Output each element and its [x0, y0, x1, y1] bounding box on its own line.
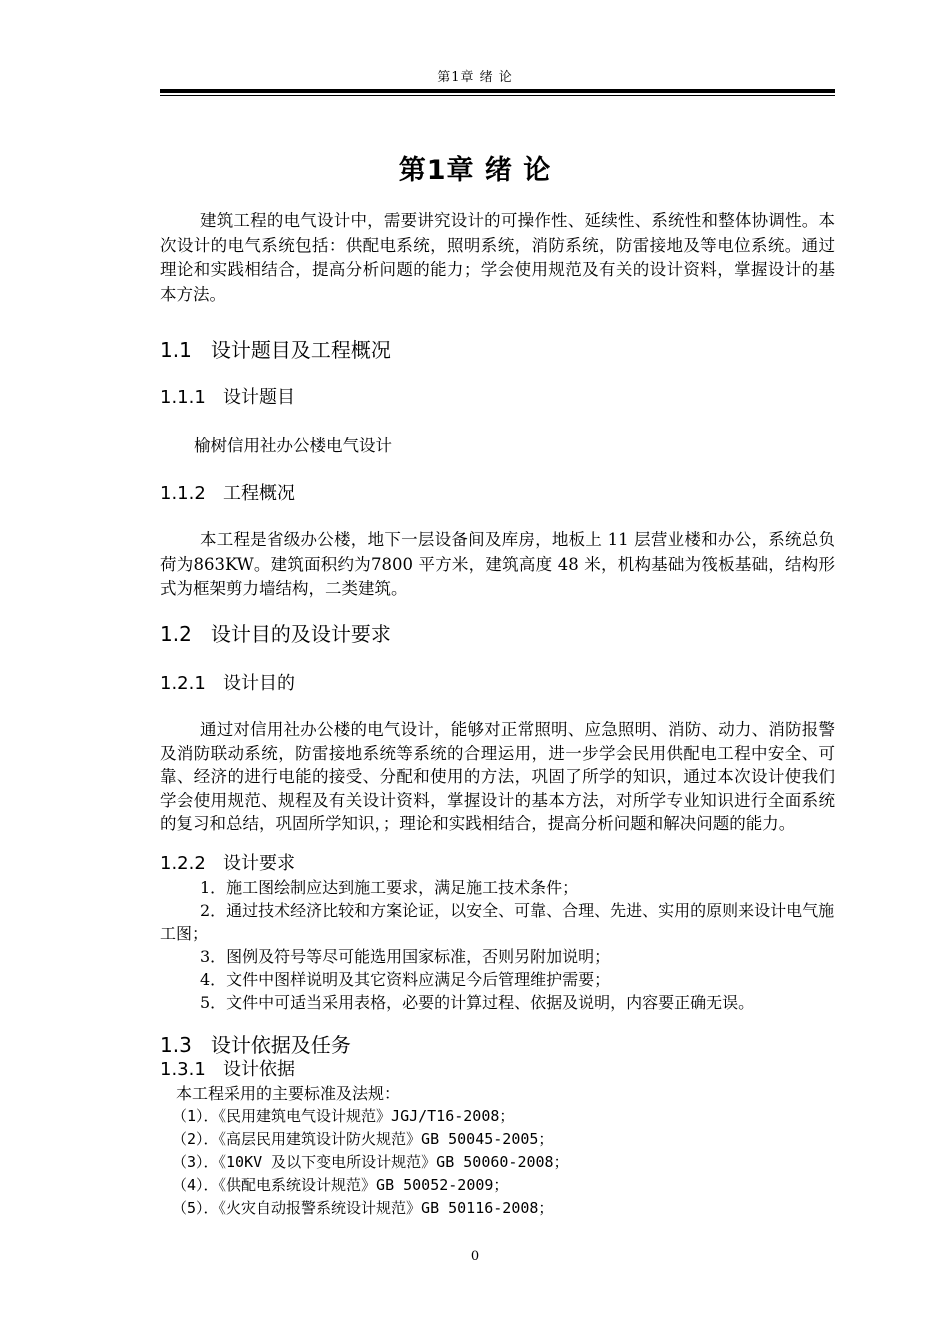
running-header: 第1章 绪 论 — [437, 70, 513, 85]
standard-item: （1）．《民用建筑电气设计规范》JGJ/T16-2008； — [172, 1107, 515, 1125]
list-item: 1．施工图绘制应达到施工要求，满足施工技术条件； — [200, 878, 579, 897]
section-number: 1.1 — [160, 338, 192, 362]
standard-item: （4）．《供配电系统设计规范》GB 50052-2009； — [172, 1176, 509, 1194]
section-title: 设计依据及任务 — [210, 1033, 351, 1057]
project-overview-text: 本工程是省级办公楼，地下一层设备间及库房，地板上 11 层营业楼和办公，系统总负荷为863KW。建筑面积约为7800 平方米，建筑高度 48 米，机构基础为筏板基础，结构形式为框架剪力墙结构，二类建筑。 — [160, 530, 835, 598]
section-1-2-2-heading — [160, 852, 835, 876]
list-item: 4．文件中图样说明及其它资料应满足今后管理维护需要； — [200, 970, 611, 989]
list-item: 3．图例及符号等尽可能选用国家标准，否则另附加说明； — [200, 947, 611, 966]
section-number: 1.2.1 — [160, 673, 206, 694]
section-title: 设计目的 — [222, 673, 295, 694]
design-purpose-text: 通过对信用社办公楼的电气设计，能够对正常照明、应急照明、消防、动力、消防报警及消防联动系统，防雷接地系统等系统的合理运用，进一步学会民用供配电工程中安全、可靠、经济的进行电能的接受、分配和使用的方法，巩固了所学的知识，通过本次设计使我们学会使用规范、规程及有关设计资料，掌握设计的基本方法，对所学专业知识进行全面系统的复习和总结，巩固所学知识，；理论和实践相结合，提高分析问题和解决问题的能力。 — [160, 720, 835, 833]
section-title: 设计依据 — [222, 1059, 295, 1080]
section-title: 设计要求 — [222, 853, 295, 874]
section-title: 设计题目 — [222, 387, 295, 408]
list-item: 5．文件中可适当采用表格，必要的计算过程、依据及说明，内容要正确无误。 — [200, 993, 755, 1012]
section-1-3-1-heading — [160, 1058, 835, 1082]
section-number: 1.1.2 — [160, 483, 206, 504]
section-number: 1.2.2 — [160, 853, 206, 874]
section-1-1-2-heading — [160, 482, 835, 506]
header-rule-thick — [160, 89, 835, 93]
intro-text: 建筑工程的电气设计中，需要讲究设计的可操作性、延续性、系统性和整体协调性。本次设计的电气系统包括：供配电系统，照明系统，消防系统，防雷接地及等电位系统。通过理论和实践相结合，提高分析问题的能力；学会使用规范及有关的设计资料，掌握设计的基本方法。 — [160, 211, 835, 304]
section-title: 设计目的及设计要求 — [210, 622, 391, 646]
project-overview — [160, 528, 835, 602]
requirements-list — [160, 876, 835, 1014]
section-number: 1.3 — [160, 1033, 192, 1057]
design-topic — [160, 434, 835, 459]
section-number: 1.2 — [160, 622, 192, 646]
section-number: 1.3.1 — [160, 1059, 206, 1080]
section-number: 1.1.1 — [160, 387, 206, 408]
standard-item: （5）．《火灾自动报警系统设计规范》GB 50116-2008； — [172, 1199, 554, 1217]
section-1-1-heading — [160, 337, 835, 363]
design-purpose — [160, 718, 835, 836]
section-1-2-1-heading — [160, 672, 835, 696]
section-1-3-heading — [160, 1032, 835, 1058]
page-number: 0 — [470, 1249, 480, 1264]
section-title: 设计题目及工程概况 — [210, 338, 391, 362]
standard-item: （2）．《高层民用建筑设计防火规范》GB 50045-2005； — [172, 1130, 554, 1148]
header-rule-thin — [160, 95, 835, 96]
standards-block — [160, 1082, 835, 1220]
section-1-2-heading — [160, 621, 835, 647]
list-item: 2．通过技术经济比较和方案论证，以安全、可靠、合理、先进、实用的原则来设计电气施工图； — [160, 901, 835, 943]
section-title: 工程概况 — [222, 483, 295, 504]
standard-item: （3）．《10KV 及以下变电所设计规范》GB 50060-2008； — [172, 1153, 569, 1171]
standards-lead: 本工程采用的主要标准及法规： — [176, 1084, 401, 1103]
section-1-1-1-heading — [160, 386, 835, 410]
chapter-title: 第1章 绪 论 — [398, 155, 552, 186]
intro-paragraph — [160, 209, 835, 307]
design-topic-text: 榆树信用社办公楼电气设计 — [194, 436, 392, 455]
